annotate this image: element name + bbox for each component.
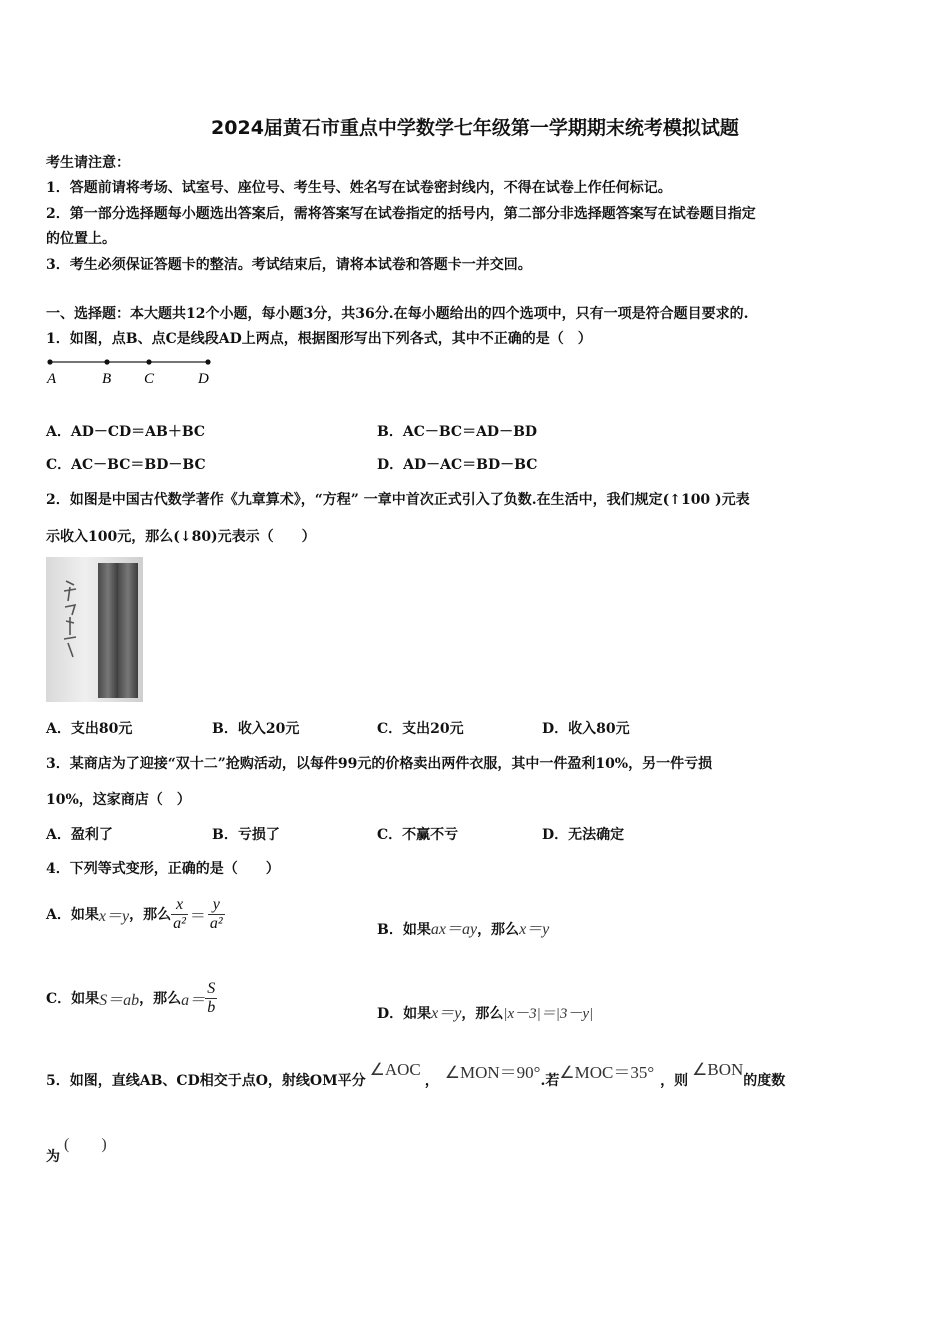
q5-sep1: ，: [424, 1073, 439, 1089]
q4-a-den2: a²: [209, 914, 223, 932]
point-c-dot: [146, 359, 151, 364]
book-volume-spine-1: [98, 563, 118, 698]
q4-a-num1: x: [175, 895, 184, 913]
q4-d-condition: x＝y: [431, 1005, 462, 1022]
q4-a-num2: y: [212, 895, 220, 913]
notice-heading: 考生请注意：: [46, 155, 130, 171]
point-a-label: A: [47, 371, 57, 387]
q4-c-den: b: [207, 998, 216, 1016]
q2-stem-line1: 2．如图是中国古代数学著作《九章算术》，“方程” 一章中首次正式引入了负数.在生活中，我们规定(↑100 )元表: [46, 492, 750, 508]
q3-stem-line2: 10%，这家商店（ ）: [46, 792, 191, 808]
book-cover-calligraphy: [60, 577, 80, 667]
q5-angle-mon: ∠MON＝90°: [444, 1062, 541, 1082]
q4-a-mid: ，那么: [129, 907, 172, 923]
q4-c-lhs: a＝: [181, 991, 206, 1009]
point-c-label: C: [144, 371, 155, 387]
q5-tail: 的度数: [743, 1073, 786, 1089]
q4-option-c[interactable]: [46, 976, 217, 1020]
q4-c-fraction: [205, 980, 217, 1017]
q2-option-a[interactable]: A．支出80元: [46, 721, 133, 737]
q4-a-prefix: A．如果: [46, 907, 99, 923]
q5-stem-line1: [46, 1058, 785, 1102]
q4-option-b[interactable]: [377, 916, 549, 939]
q1-option-a[interactable]: A．AD－CD＝AB＋BC: [46, 424, 206, 440]
q3-option-c[interactable]: C．不赢不亏: [377, 827, 459, 843]
q4-b-condition: ax＝ay: [430, 921, 478, 938]
point-b-dot: [104, 359, 109, 364]
notice-item-3: 3．考生必须保证答题卡的整洁。考试结束后，请将本试卷和答题卡一并交回。: [46, 257, 532, 273]
page-title: 2024届黄石市重点中学数学七年级第一学期期末统考模拟试题: [211, 117, 739, 139]
q5-stem: 5．如图，直线AB、CD相交于点O，射线OM平分: [46, 1073, 366, 1089]
q1-line-segment-figure: [44, 352, 219, 388]
q4-b-mid: ，那么: [477, 922, 520, 938]
q4-c-condition: S＝ab: [99, 991, 140, 1009]
q2-option-c[interactable]: C．支出20元: [377, 721, 464, 737]
nine-chapters-book-image: [46, 557, 143, 702]
q5-angle-moc: ∠MOC＝35°: [559, 1062, 655, 1082]
q4-c-num: S: [207, 979, 216, 997]
q3-option-d[interactable]: D．无法确定: [542, 827, 625, 843]
q5-angle-bon: ∠BON: [692, 1060, 744, 1079]
q5-sep2: .若: [540, 1073, 560, 1089]
notice-item-2-cont: 的位置上。: [46, 231, 116, 247]
book-volume-spine-2: [118, 563, 138, 698]
q4-a-fraction-left: [171, 896, 188, 933]
q4-d-result: |x－3|＝|3－y|: [503, 1006, 594, 1022]
q3-option-a[interactable]: A．盈利了: [46, 827, 113, 843]
q5-sep3: ，则: [660, 1073, 689, 1089]
q4-a-den1: a²: [173, 914, 186, 932]
q1-option-b[interactable]: B．AC－BC＝AD－BD: [377, 424, 538, 440]
q4-d-prefix: D．如果: [377, 1006, 432, 1022]
notice-item-1: 1．答题前请将考场、试室号、座位号、考生号、姓名写在试卷密封线内，不得在试卷上作任何标记。: [46, 180, 672, 196]
q1-option-c[interactable]: C．AC－BC＝BD－BC: [46, 457, 206, 473]
q1-stem: 1．如图，点B、点C是线段AD上两点，根据图形写出下列各式，其中不正确的是（ ）: [46, 331, 592, 347]
q4-d-mid: ，那么: [461, 1006, 504, 1022]
point-a-dot: [47, 359, 52, 364]
notice-item-2: 2．第一部分选择题每小题选出答案后，需将答案写在试卷指定的括号内，第二部分非选择题答案写在试卷题目指定: [46, 206, 756, 222]
q3-stem-line1: 3．某商店为了迎接“双十二”抢购活动，以每件99元的价格卖出两件衣服，其中一件盈利10%，另一件亏损: [46, 756, 713, 772]
q3-option-b[interactable]: B．亏损了: [212, 827, 280, 843]
point-d-label: D: [198, 371, 209, 387]
q4-c-prefix: C．如果: [46, 991, 100, 1007]
q5-stem-line2: 为: [46, 1149, 60, 1165]
q4-option-d[interactable]: [377, 1000, 593, 1023]
q1-option-d[interactable]: D．AD－AC＝BD－BC: [377, 457, 538, 473]
q4-b-prefix: B．如果: [377, 922, 431, 938]
point-b-label: B: [102, 371, 112, 387]
point-d-dot: [205, 359, 210, 364]
q4-a-fraction-right: [208, 896, 225, 933]
q4-a-condition: x＝y: [98, 907, 130, 925]
q4-option-a[interactable]: [46, 892, 225, 936]
q2-option-d[interactable]: D．收入80元: [542, 721, 630, 737]
q2-stem-line2: 示收入100元，那么(↓80)元表示（ ）: [46, 529, 316, 545]
section-1-heading: 一、选择题：本大题共12个小题，每小题3分，共36分.在每小题给出的四个选项中，只有一项是符合题目要求的.: [46, 306, 749, 322]
q5-angle-aoc: ∠AOC: [369, 1060, 421, 1079]
q4-stem: 4．下列等式变形，正确的是（ ）: [46, 861, 280, 877]
q4-b-result: x＝y: [519, 921, 550, 938]
q4-a-equals: ＝: [189, 907, 206, 925]
q5-answer-paren: ( ): [64, 1136, 107, 1153]
q2-option-b[interactable]: B．收入20元: [212, 721, 300, 737]
q4-c-mid: ，那么: [139, 991, 182, 1007]
